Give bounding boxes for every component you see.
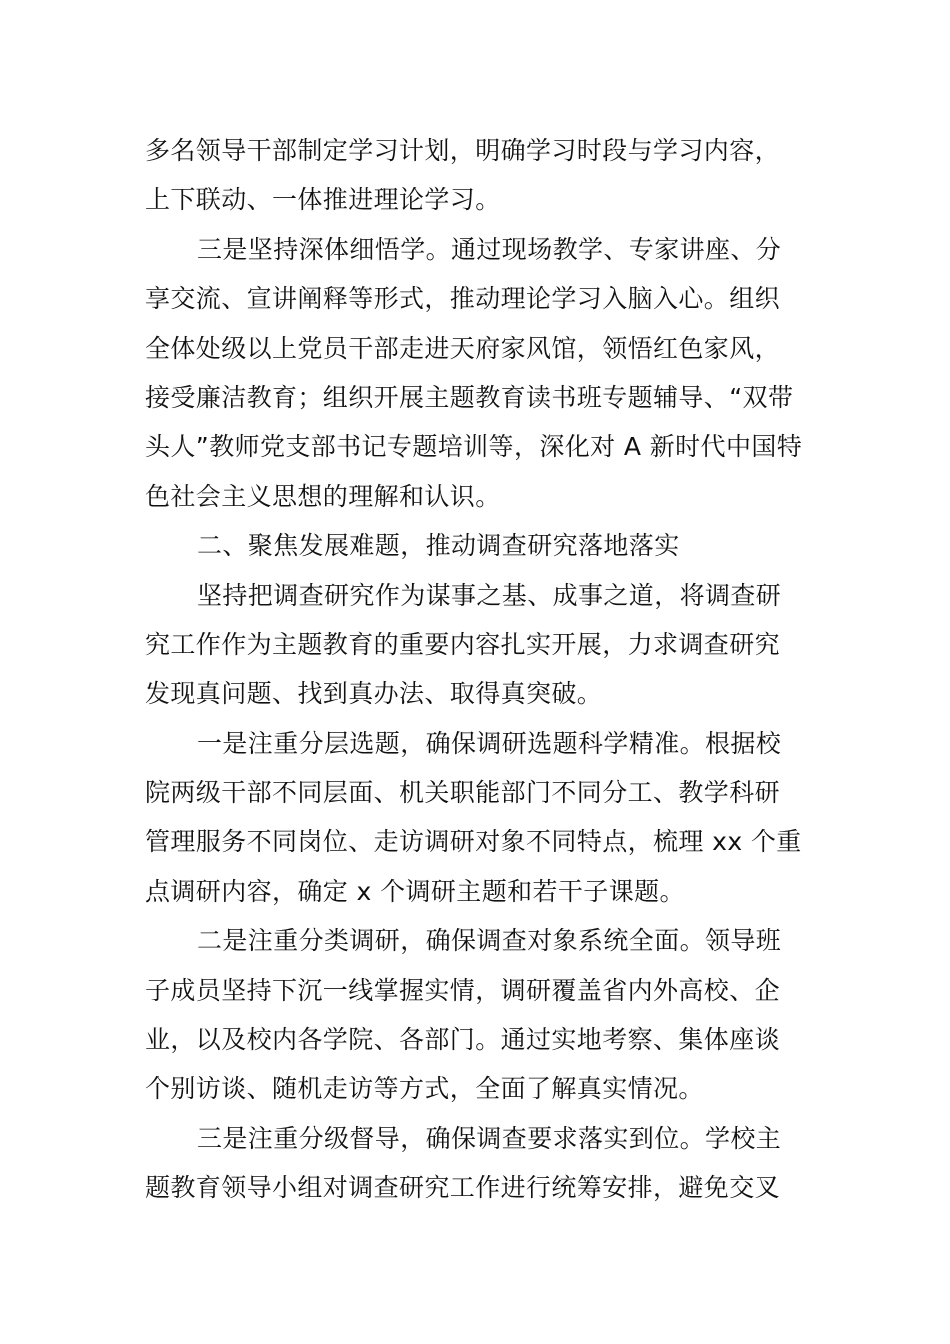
text-line: 子成员坚持下沉一线掌握实情，调研覆盖省内外高校、企 bbox=[145, 975, 781, 1005]
document-page bbox=[145, 126, 810, 1213]
text-line: 色社会主义思想的理解和认识。 bbox=[145, 481, 501, 511]
text-line: 坚持把调查研究作为谋事之基、成事之道，将调查研 bbox=[197, 580, 782, 610]
text-line: 业，以及校内各学院、各部门。通过实地考察、集体座谈 bbox=[145, 1025, 781, 1055]
text-line: 头人”教师党支部书记专题培训等，深化对 A 新时代中国特 bbox=[145, 432, 803, 462]
section-heading: 二、聚焦发展难题，推动调查研究落地落实 bbox=[197, 531, 680, 561]
text-line: 管理服务不同岗位、走访调研对象不同特点，梳理 xx 个重 bbox=[145, 827, 802, 857]
text-line: 享交流、宣讲阐释等形式，推动理论学习入脑入心。组织 bbox=[145, 284, 781, 314]
text-line: 二是注重分类调研，确保调查对象系统全面。领导班 bbox=[197, 926, 782, 956]
text-line: 多名领导干部制定学习计划，明确学习时段与学习内容， bbox=[145, 136, 781, 165]
text-line: 上下联动、一体推进理论学习。 bbox=[145, 185, 501, 215]
text-line: 接受廉洁教育；组织开展主题教育读书班专题辅导、“双带 bbox=[145, 382, 794, 412]
text-line: 发现真问题、找到真办法、取得真突破。 bbox=[145, 679, 603, 709]
text-line: 院两级干部不同层面、机关职能部门不同分工、教学科研 bbox=[145, 778, 781, 808]
text-line: 个别访谈、随机走访等方式，全面了解真实情况。 bbox=[145, 1074, 704, 1104]
text-line: 点调研内容，确定 x 个调研主题和若干子课题。 bbox=[145, 876, 685, 906]
text-line: 三是注重分级督导，确保调查要求落实到位。学校主 bbox=[197, 1123, 782, 1153]
text-line: 三是坚持深体细悟学。通过现场教学、专家讲座、分 bbox=[197, 234, 782, 264]
text-line: 全体处级以上党员干部走进天府家风馆，领悟红色家风， bbox=[145, 333, 781, 363]
text-line: 题教育领导小组对调查研究工作进行统筹安排，避免交叉 bbox=[145, 1173, 781, 1203]
text-line: 究工作作为主题教育的重要内容扎实开展，力求调查研究 bbox=[145, 629, 781, 659]
text-line: 一是注重分层选题，确保调研选题科学精准。根据校 bbox=[197, 728, 782, 758]
